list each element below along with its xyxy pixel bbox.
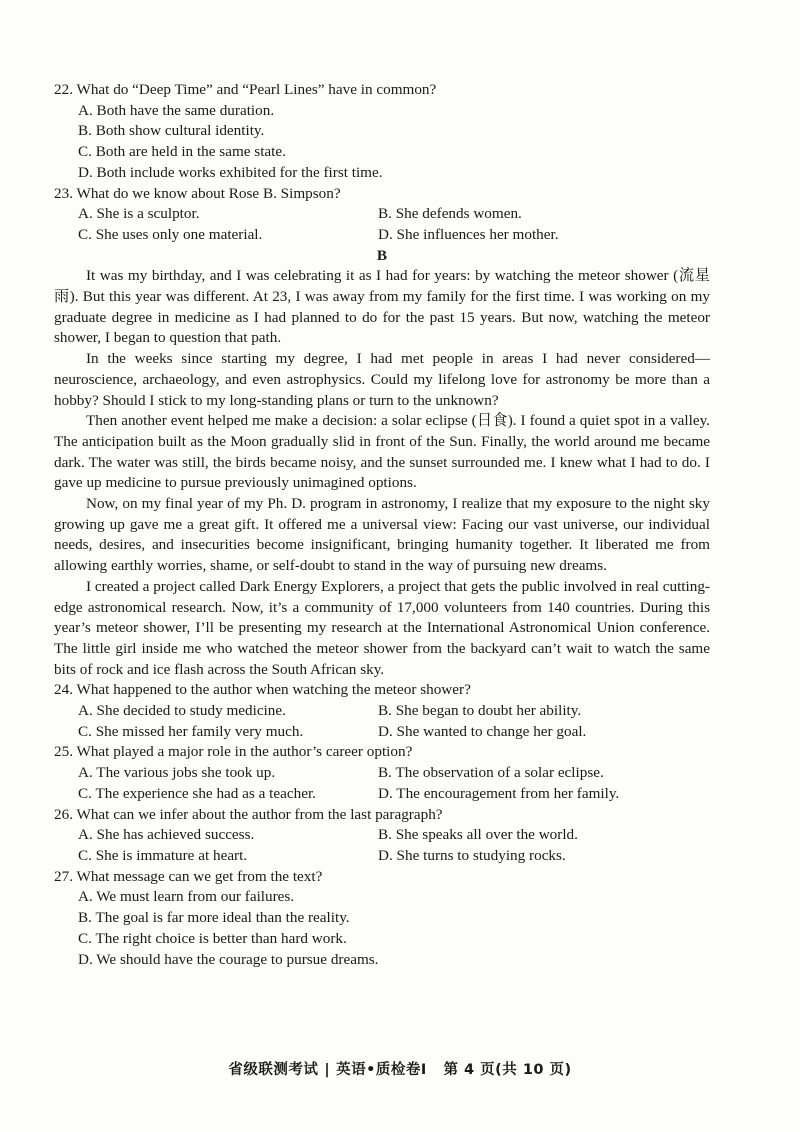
question-25-stem: 25. What played a major role in the author’s career option? <box>54 743 413 761</box>
question-26-option-a: A. She has achieved success. <box>78 826 255 844</box>
question-24-stem: 24. What happened to the author when watching the meteor shower? <box>54 681 471 699</box>
question-26-stem: 26. What can we infer about the author from the last paragraph? <box>54 805 443 823</box>
page-content <box>54 80 710 970</box>
question-23-options <box>54 204 710 245</box>
section-b-heading: B <box>376 246 388 264</box>
footer-page-number: 第 4 页(共 10 页) <box>443 1062 572 1078</box>
question-26 <box>54 805 710 867</box>
question-22-option-b: B. Both show cultural identity. <box>78 122 265 140</box>
question-27-stem: 27. What message can we get from the text? <box>54 867 323 885</box>
question-24-option-a: A. She decided to study medicine. <box>78 702 286 720</box>
question-22-option-c: C. Both are held in the same state. <box>78 143 286 161</box>
question-23-option-c: C. She uses only one material. <box>78 225 263 243</box>
question-27 <box>54 867 710 971</box>
question-23-option-b: B. She defends women. <box>378 205 522 223</box>
question-24 <box>54 680 710 742</box>
footer-separator: | <box>324 1062 331 1078</box>
question-25 <box>54 742 710 804</box>
page-footer <box>0 1058 800 1079</box>
question-25-option-b: B. The observation of a solar eclipse. <box>378 764 604 782</box>
question-25-options <box>54 763 710 804</box>
question-22-option-d: D. Both include works exhibited for the first time. <box>78 163 383 181</box>
question-24-option-d: D. She wanted to change her goal. <box>378 722 587 740</box>
question-27-option-c: C. The right choice is better than hard work. <box>78 929 347 947</box>
question-22-option-a: A. Both have the same duration. <box>78 101 275 119</box>
question-23-option-d: D. She influences her mother. <box>378 225 559 243</box>
question-27-option-b: B. The goal is far more ideal than the reality. <box>78 909 350 927</box>
passage-paragraph-4: Now, on my final year of my Ph. D. program in astronomy, I realize that my exposure to the night sky growing up gave me a great gift. It offered me a universal view: Facing our vast universe, our individual needs, desires, and insecurities become insignificant, bringing humanity together. It liberated me from allowing earthly worries, shame, or self-doubt to stand in the way of pursuing new dreams. <box>54 495 710 575</box>
question-23-option-a: A. She is a sculptor. <box>78 205 200 223</box>
question-26-option-b: B. She speaks all over the world. <box>378 826 578 844</box>
question-26-option-c: C. She is immature at heart. <box>78 847 248 864</box>
question-24-options <box>54 701 710 742</box>
question-23 <box>54 184 710 246</box>
passage-paragraph-2: In the weeks since starting my degree, I had met people in areas I had never considered—neuroscience, archaeology, and even astrophysics. Could my lifelong love for astronomy be more than a hobby? Should I stick to my long-standing plans or turn to the unknown? <box>54 350 710 409</box>
passage-paragraph-5: I created a project called Dark Energy Explorers, a project that gets the public involved in real cutting-edge astronomical research. Now, it’s a community of 17,000 volunteers from 140 countries. During this year’s meteor shower, I’ll be presenting my research at the International Astronomical Union conference. The little girl inside me who watched the meteor shower from the backyard can’t wait to watch the same bits of rock and ice flash across the South African sky. <box>54 577 710 678</box>
footer-exam-name: 省级联测考试 <box>228 1062 319 1078</box>
question-25-option-c: C. The experience she had as a teacher. <box>78 784 316 802</box>
question-26-options <box>54 825 710 866</box>
question-22 <box>54 80 710 184</box>
passage-paragraph-3: Then another event helped me make a decision: a solar eclipse (日食). I found a quiet spot in a valley. The anticipation built as the Moon gradually slid in front of the Sun. Finally, the world around me became dark. The water was still, the birds became noisy, and the sunset surrounded me. I knew what I had to do. I gave up medicine to pursue previously unimagined options. <box>54 412 710 492</box>
question-22-stem: 22. What do “Deep Time” and “Pearl Lines” have in common? <box>54 81 437 98</box>
footer-subject: 英语•质检卷Ⅰ <box>336 1062 427 1078</box>
question-25-option-d: D. The encouragement from her family. <box>378 784 620 802</box>
question-27-option-a: A. We must learn from our failures. <box>78 888 295 906</box>
question-25-option-a: A. The various jobs she took up. <box>78 764 276 782</box>
question-27-option-d: D. We should have the courage to pursue dreams. <box>78 950 379 968</box>
question-26-option-d: D. She turns to studying rocks. <box>378 847 566 864</box>
question-24-option-c: C. She missed her family very much. <box>78 722 304 740</box>
section-b-passage <box>54 266 710 680</box>
passage-paragraph-1: It was my birthday, and I was celebrating it as I had for years: by watching the meteor shower (流星雨). But this year was different. At 23, I was away from my family for the first time. I was working on my graduate degree in medicine as I had planned to do for the past 15 years. But now, watching the meteor shower, I began to question that path. <box>54 267 710 347</box>
question-24-option-b: B. She began to doubt her ability. <box>378 702 582 720</box>
question-23-stem: 23. What do we know about Rose B. Simpson? <box>54 184 341 202</box>
